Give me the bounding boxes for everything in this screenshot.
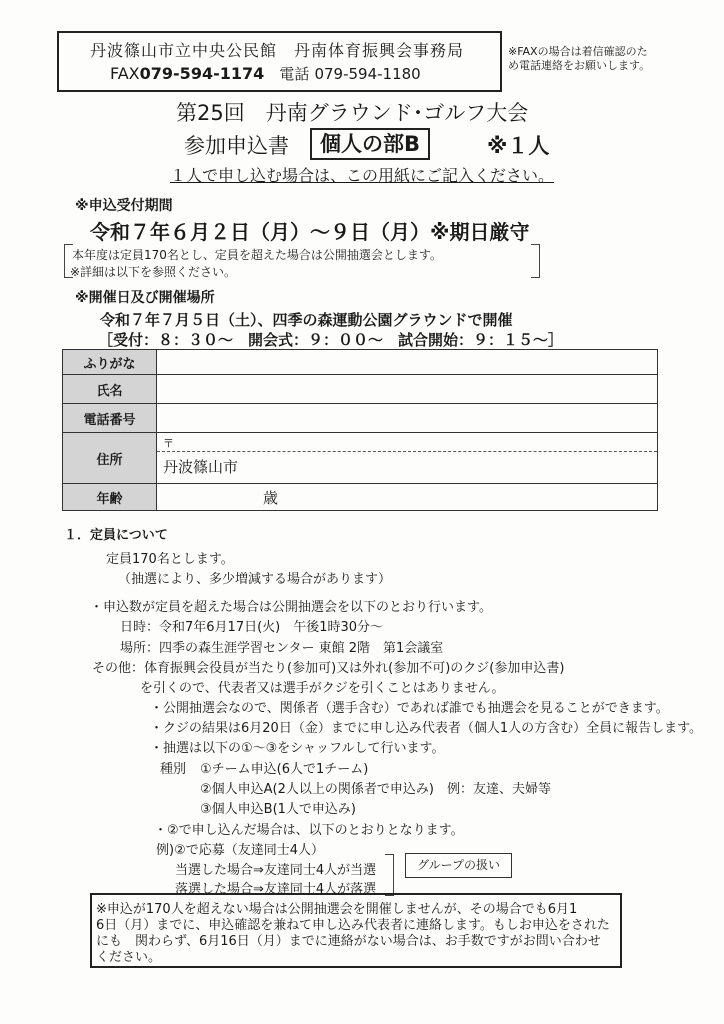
type-2: ②個人申込A(2人以上の関係者で申込み) 例：友達、夫婦等 xyxy=(200,782,551,797)
period-note-2: ※詳細は以下を参照ください。 xyxy=(70,265,237,279)
footer-note-1: ※申込が170人を超えない場合は公開抽選会を開催しませんが、その場合でも6月1 xyxy=(96,902,578,917)
age-row xyxy=(63,484,658,511)
bullet-3: ・抽選は以下の①～③をシャッフルして行います。 xyxy=(150,741,445,756)
postal-mark: 〒 xyxy=(157,433,657,452)
age-field[interactable] xyxy=(157,484,658,511)
city-prefill: 丹波篠山市 xyxy=(163,458,239,476)
bullet-2: ・クジの結果は6月20日（金）までに申し込み代表者（個人1人の方含む）全員に報告します。 xyxy=(150,721,703,736)
form-title-suffix: ※１人 xyxy=(487,134,550,158)
address-row xyxy=(63,433,658,484)
type-1: ①チーム申込(6人で1チーム) xyxy=(200,762,369,777)
phone-label: 電話番号 xyxy=(63,404,157,433)
period-dates: 令和７年６月２日（月）～９日（月）※期日厳守 xyxy=(90,220,530,244)
furigana-field[interactable] xyxy=(157,350,658,375)
win-case: 当選した場合⇒友達同士4人が当選 xyxy=(175,863,377,878)
phone-field[interactable] xyxy=(157,404,658,433)
footer-note-3: にも 関わらず、6月16日（月）までに連絡がない場合は、お手数ですがお問い合わせ xyxy=(96,934,601,949)
lose-case: 落選した場合⇒友達同士4人が落選 xyxy=(175,882,377,897)
age-unit: 歳 xyxy=(263,488,279,507)
furigana-label: ふりがな xyxy=(63,350,157,375)
lottery-intro: ・申込数が定員を超えた場合は公開抽選会を以下のとおり行います。 xyxy=(90,600,492,615)
address-field[interactable] xyxy=(157,433,658,484)
types-label: 種別 xyxy=(160,762,187,777)
application-form xyxy=(62,349,658,511)
bullet-4: ・②で申し込んだ場合は、以下のとおりとなります。 xyxy=(154,823,464,838)
group-bracket xyxy=(385,854,394,896)
example-line: 例)②で応募（友達同士4人） xyxy=(156,843,324,858)
furigana-row xyxy=(63,350,658,375)
period-note-1: 本年度は定員170名とし、定員を超えた場合は公開抽選会とします。 xyxy=(72,248,442,262)
event-title: 第25回 丹南グラウンド･ゴルフ大会 xyxy=(176,101,529,125)
other-line-1: その他：体育振興会役員が当たり(参加可)又は外れ(参加不可)のクジ(参加申込書) xyxy=(92,661,565,676)
category-badge: 個人の部B xyxy=(310,128,430,160)
section1-heading: １．定員について xyxy=(64,528,168,543)
fax-number: 079-594-1174 xyxy=(139,64,265,83)
office-line: 丹波篠山市立中央公民館 丹南体育振興会事務局 xyxy=(90,41,465,60)
type-3: ③個人申込B(1人で申込み) xyxy=(200,802,356,817)
venue-line-1: 令和７年７月５日（土）、四季の森運動公園グラウンドで開催 xyxy=(100,311,513,329)
lottery-place: 場所：四季の森生涯学習センター 東館 2階 第1会議室 xyxy=(120,641,444,656)
lottery-date: 日時：令和7年6月17日(火) 午後1時30分～ xyxy=(120,620,384,635)
fax-label: FAX xyxy=(110,64,140,83)
footer-note-2: 6日（月）までに、申込確認を兼ねて申し込み代表者に連絡します。もしお申込をされた xyxy=(96,918,610,933)
capacity-text: 定員170名とします。 xyxy=(106,552,234,567)
venue-line-2: ［受付：８：３０～ 開会式：９：００～ 試合開始：９：１５～］ xyxy=(98,331,564,349)
name-row xyxy=(63,375,658,404)
right-bracket xyxy=(531,244,540,278)
period-heading: ※申込受付期間 xyxy=(75,198,173,214)
group-label: グループの扱い xyxy=(405,853,512,878)
name-field[interactable] xyxy=(157,375,658,404)
age-label: 年齢 xyxy=(63,484,157,511)
other-line-2: を引くので、代表者又は選手がクジを引くことはありません。 xyxy=(140,681,505,696)
subtitle: １人で申し込む場合は、この用紙にご記入ください。 xyxy=(170,166,555,185)
fax-note-1: ※FAXの場合は着信確認のた xyxy=(508,45,648,58)
name-label: 氏名 xyxy=(63,375,157,404)
venue-heading: ※開催日及び開催場所 xyxy=(75,290,215,306)
contact-numbers xyxy=(110,63,421,84)
address-label: 住所 xyxy=(63,433,157,484)
fax-note-2: め電話連絡をお願いします。 xyxy=(508,59,651,72)
footer-note-4: ください。 xyxy=(96,950,162,965)
form-title-prefix: 参加申込書 xyxy=(184,134,289,158)
tel-label: 電話 xyxy=(279,65,310,83)
tel-number: 079-594-1180 xyxy=(314,65,421,83)
phone-row xyxy=(63,404,658,433)
bullet-1: ・公開抽選会なので、関係者（選手含む）であれば誰でも抽選会を見ることができます。 xyxy=(150,701,669,716)
capacity-note: （抽選により、多少増減する場合があります） xyxy=(118,572,392,587)
